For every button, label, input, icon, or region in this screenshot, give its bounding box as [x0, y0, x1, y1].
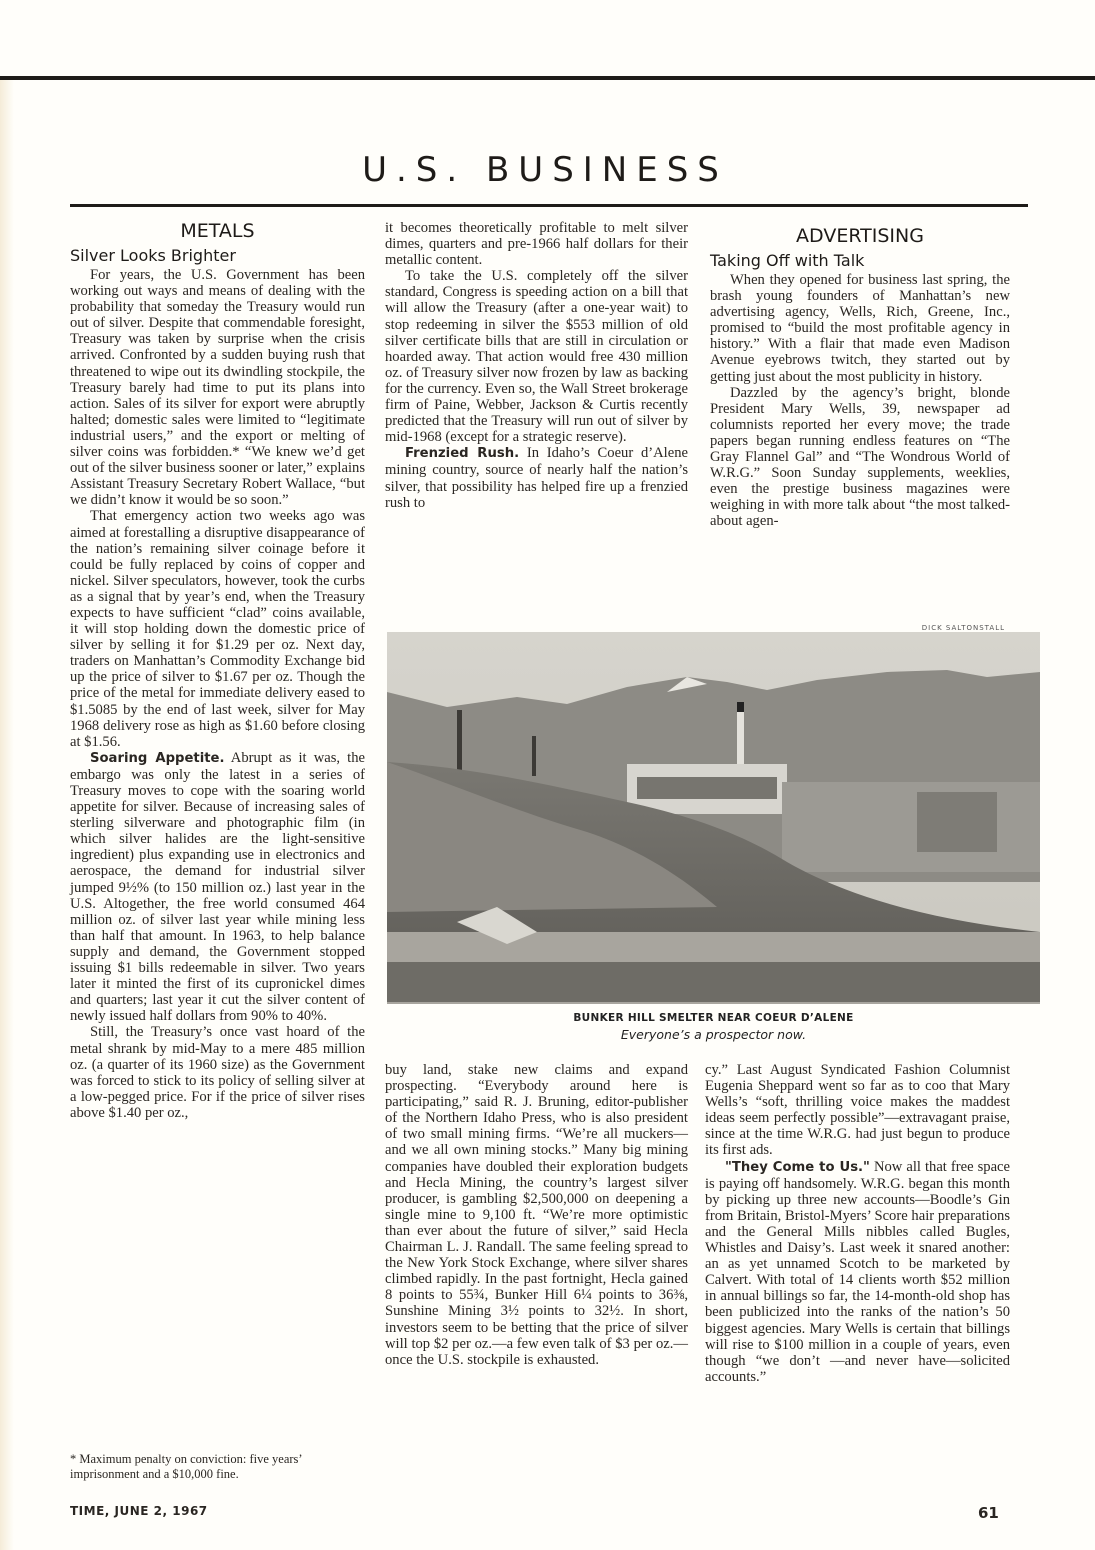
metals-headline: Silver Looks Brighter [70, 246, 236, 265]
issue-date: TIME, JUNE 2, 1967 [70, 1504, 208, 1518]
smokestack [532, 736, 536, 776]
advertising-paragraph: Dazzled by the agency’s bright, blonde President Mary Wells, 39, newspaper ad columnists reported her every move; the trade papers began running endless features on “The Gray Flannel Gal” and “The Wondrous World of W.R.G.” Soon Sunday supplements, weeklies, even the prestige business magazines were weighing in with more talk about “the most talked-about agen- [710, 384, 1010, 530]
caption-title: BUNKER HILL SMELTER NEAR COEUR D’ALENE [573, 1012, 854, 1024]
metals-paragraph: To take the U.S. completely off the silver standard, Congress is speeding action on a bill that will allow the Treasury (after a one-year wait) to stop redeeming in silver the $553 million of old silver certificate bills that are still in circulation or hoarded away. That action would free 430 million oz. of Treasury silver now frozen by law as backing for the currency. Even so, the Wall Street brokerage firm of Paine, Webber, Jackson & Curtis recently predicted that the Treasury will run out of silver by mid-1968 (except for a strategic reserve). [385, 268, 688, 446]
town-buildings [782, 782, 1040, 872]
advertising-paragraph-they-come [705, 1159, 1010, 1385]
advertising-paragraph: When they opened for business last spring, the brash young founders of Manhattan’s new advertising agency, Wells, Rich, Greene, Inc., promised to “build the most profitable agency in history.” With a flair that made even Madison Avenue eyebrows twitch, they started out by getting just about the most publicity in history. [710, 272, 1010, 385]
page-number: 61 [978, 1504, 999, 1522]
advertising-column [710, 225, 1010, 530]
metals-paragraph: buy land, stake new claims and expand prospecting. “Everybody around here is participating,” said R. J. Bruning, editor-publisher of the Northern Idaho Press, who is also president of two small mining firms. “We’re all muckers—and we all own mining stocks.” Many big mining companies have doubled their exploration budgets and Hecla Mining, the country’s largest silver producer, is gambling $2,500,000 on deepening a single mine to 9,100 ft. “We’re more optimistic than ever about the future of silver,” said Hecla Chairman L. J. Randall. The same feeling spread to the New York Stock Exchange, where silver shares climbed rapidly. In the past fortnight, Hecla gained 8 points to 55¾, Bunker Hill 6¼ points to 36⅜, Sunshine Mining 3½ points to 32½. In short, investors seem to be betting that the price of silver will top $2 per oz.—a few even talk of $3 per oz.—once the U.S. stockpile is exhausted. [385, 1062, 688, 1368]
top-rule [0, 76, 1095, 80]
metals-paragraph-text: Abrupt as it was, the embargo was only the latest in a series of Treasury moves to cope with the soaring world appetite for silver. Because of increasing sales of sterling silverware and photographic film (in which silver halides are the light-sensitive ingredient) plus expanding use in electronics and aerospace, the demand for industrial silver jumped 9½% (to 150 million oz.) last year in the U.S. Altogether, the free world consumed 464 million oz. of silver last year while mining less than half that amount. In 1963, to help balance supply and demand, the Government stopped issuing $1 bills redeemable in silver. Two years later it minted the first of its cupronickel dimes and quarters; last year it cut the silver content of newly issued half dollars from 90% to 40%. [70, 749, 365, 1025]
runin-frenzied-rush: Frenzied Rush. [405, 446, 520, 462]
metals-paragraph: it becomes theoretically profitable to melt silver dimes, quarters and pre-1966 half dollars for their metallic content. [385, 220, 688, 269]
section-masthead: U.S. BUSINESS [362, 150, 728, 190]
advertising-column-bottom [705, 1062, 1010, 1385]
masthead-rule [70, 204, 1028, 207]
smelter-landscape-illustration [387, 632, 1040, 1004]
metals-paragraph-soaring [70, 750, 365, 1025]
photo-caption [387, 1012, 1040, 1042]
photo-credit: DICK SALTONSTALL [921, 624, 1005, 632]
metals-paragraph: Still, the Treasury’s once vast hoard of the metal shrank by mid-May to a mere 485 million oz. (a quarter of its 1960 size) as the Government was forced to stick to its policy of selling silver at a low-pegged price. For if the price of silver rises above $1.40 per oz., [70, 1024, 365, 1121]
advertising-section-label: ADVERTISING [796, 225, 924, 247]
caption-subtitle: Everyone’s a prospector now. [620, 1027, 807, 1042]
smokestack [457, 710, 462, 770]
metals-column-continued [385, 220, 688, 511]
metals-column-bottom [385, 1062, 688, 1368]
advertising-headline: Taking Off with Talk [710, 251, 865, 270]
advertising-paragraph-text: Now all that free space is paying off handsomely. W.R.G. began this month by picking up three new accounts—Boodle’s Gin from Britain, Bristol-Myers’ Score hair preparations and the General Mills nibbles called Bugles, Whistles and Daisy’s. Last week it snared another: an as yet unnamed Scotch to be marketed by Calvert. With total of 14 clients worth $52 million in annual billings so far, the 14-month-old shop has been publicized into the ranks of the nation’s 50 biggest agencies. Mary Wells is certain that billings will rise to $100 million in a couple of years, even though “we don’t —and never have—solicited accounts.” [705, 1158, 1011, 1385]
metals-section-label: METALS [180, 220, 255, 242]
runin-soaring-appetite: Soaring Appetite. [90, 750, 225, 766]
footnote: * Maximum penalty on conviction: five years’ imprisonment and a $10,000 fine. [70, 1452, 302, 1481]
metals-paragraph-text: In Idaho’s Coeur d’Alene mining country, source of nearly half the nation’s silver, that possibility has helped fire up a frenzied rush to [385, 445, 688, 511]
metals-paragraph: That emergency action two weeks ago was aimed at forestalling a disruptive disappearance of the nation’s remaining silver coinage before it could be fully replaced by coins of copper and nickel. Silver speculators, however, took the curbs as a signal that by year’s end, when the Treasury expects to have sufficient “clad” coins available, it will stop holding down the domestic price of silver by selling it for $1.29 per oz. Next day, traders on Manhattan’s Commodity Exchange bid up the price of silver to $1.67 per oz. Though the price of the metal for immediate delivery eased to $1.5085 by the end of last week, silver for May 1968 delivery rose as high as $1.60 before closing at $1.56. [70, 508, 365, 750]
metals-column [70, 220, 365, 1121]
metals-paragraph: For years, the U.S. Government has been working out ways and means of dealing with the probability that someday the Treasury would run out of silver. Despite that commendable foresight, Treasury was taken by surprise when the crisis arrived. Confronted by a sudden buying rush that threatened to wipe out its dwindling stockpile, the Treasury barely had time to put its plans into action. Sales of its silver for export were abruptly halted; domestic sales were limited to “legitimate industrial users,” and the export or melting of silver coins was forbidden.* “We knew we’d get out of the silver business sooner or later,” explains Assistant Treasury Secretary Robert Wallace, “but we didn’t know it would be so soon.” [70, 267, 365, 509]
metals-paragraph-frenzied [385, 445, 688, 510]
smelter-photo [387, 632, 1040, 1004]
advertising-paragraph: cy.” Last August Syndicated Fashion Columnist Eugenia Sheppard went so far as to coo that Mary Wells’s “soft, thrilling voice makes the maddest ideas seem perfectly possible”—extravagant praise, since at the time W.R.G. had just begun to produce its first ads. [705, 1062, 1010, 1159]
runin-they-come-to-us: "They Come to Us." [725, 1159, 870, 1175]
road [387, 962, 1040, 1002]
page-edge-shadow [0, 78, 14, 1550]
